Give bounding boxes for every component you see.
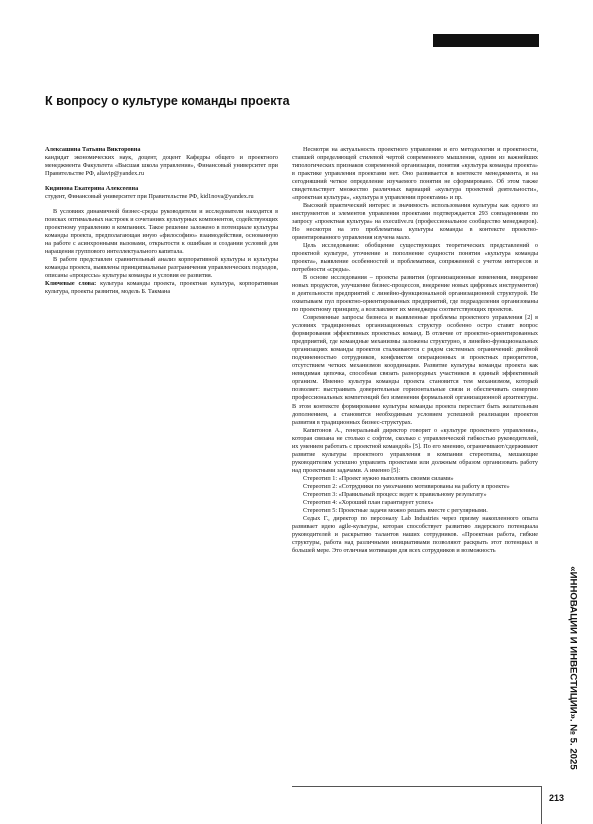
body-paragraph: Несмотря на актуальность проектного управления и его методологии и проектности, ставшей определяющей стилевой чертой современного мышления, одним из важнейших типологических признаков современной организации, понятия «культура команды проекта» в практике управления проектами нет. Оно развивается в контексте менеджмента, и на сегодняшний четкое определение изучаемого понятия не сформировано. Об этом также свидетельствует множество различных вариаций «культура проектной деятельности», «проектная культура», «культура в управлении проектами» и пр. xyxy=(292,146,538,202)
body-paragraph: Современные запросы бизнеса и выявленные проблемы проектного управления [2] в условиях традиционных организационных структур особенно остро ставят вопрос формирования эффективных проектных команд. В отличие от проектно-ориентированных предприятий, где командные механизмы заложены структурно, в линейно-функциональных организациях команды проектов сталкиваются с рядом системных ограничений: двойной подчиненностью сотрудников, конфликтом операционных и проектных приоритетов, отсутствием четких механизмов координации. Развитие культуры команды проекта как невидимая цепочка, способная связать разнородных участников в единый эффективный организм. Именно культура команды проекта становится тем механизмом, который позволяет: выстраивать доверительные горизонтальные связи и обеспечивать синергию профессиональных компетенций без изменения формальной организационной архитектуры. В этом контексте формирование культуры команды проекта перестает быть желательным дополнением, а становится необходимым условием успешной реализации проектов развития в традиционных бизнес-структурах. xyxy=(292,314,538,426)
page-number: 213 xyxy=(549,793,565,803)
keywords xyxy=(45,280,278,296)
author-affiliation: студент, Финансовый университет при Правительстве РФ, kid1nova@yandex.ru xyxy=(45,193,254,201)
keywords-text: культура команды проекта, проектная культура, корпоративная культура, проекты развития, модель Б. Такмана xyxy=(45,280,278,296)
author-name: Алексашина Татьяна Викторовна xyxy=(45,146,141,153)
left-column xyxy=(45,146,278,296)
body-paragraph: Высокий практический интерес и значимость использования культуры как одного из инструментов и элементов управления проектами подтверждается 293 совпадениями по запросу «проектная культура» на executive.ru (профессиональное сообщество менеджеров). Но несмотря на это проблематика культуры команды в контексте проектно-ориентированного управления изучена мало. xyxy=(292,202,538,242)
right-column xyxy=(292,146,538,555)
journal-name: «ИННОВАЦИИ И ИНВЕСТИЦИИ». № 5. 2025 xyxy=(567,565,579,770)
header-black-bar xyxy=(433,34,539,47)
stereotype-item: Стереотип 2: «Сотрудники по умолчанию мотивированы на работу в проекте» xyxy=(303,482,510,490)
abstract-paragraph: В условиях динамичной бизнес-среды руководители и исследователи находятся в поисках оптимальных настроек и сочетаниях культурных компонентов, содействующих проектному управлению в компаниях. Такое решение заложено в потенциале культуры команды проекта, предполагающая иную «философию» взаимодействия, основанную на работе с асинхронными вызовами, открытости к ошибкам и создании условий для наращения группового интеллектуального капитала. xyxy=(45,208,278,256)
author-affiliation: кандидат экономических наук, доцент, доцент Кафедры общего и проектного менеджмента Факультета «Высшая школа управления», Финансовый университет при Правительстве РФ, altavip@yandex.ru xyxy=(45,154,278,178)
article-title: К вопросу о культуре команды проекта xyxy=(45,94,290,108)
body-paragraph: В основе исследования – проекты развития (организационные изменения, внедрение новых продуктов, улучшение бизнес-процессов, внедрение новых цифровых инструментов) в деятельности предприятий с линейно-функциональной организационной структурой. Не охватываем пул проектно-ориентированных предприятий, где подразделения организованы по проектному принципу, а возглавляют их менеджеры соответствующих проектов. xyxy=(292,274,538,314)
body-paragraph: Седых Г., директор по персоналу Lab Industries через призму накопленного опыта развивает идею agile-культуры, которая способствует развитию лидерского потенциала руководителей и раскрытию талантов наших сотрудников. «Проектная работа, гибкие структуры, работа над различными инициативами позволяют раскрыть этот потенциал в большей мере. Это отличная мотивация для всех сотрудников и возможность xyxy=(292,514,538,554)
keywords-label: Ключевые слова: xyxy=(45,280,97,288)
stereotype-item: Стереотип 5: Проектные задачи можно решать вместе с регулярными. xyxy=(303,506,488,514)
author-name: Кидинова Екатерина Алексеевна xyxy=(45,185,139,193)
footer-divider xyxy=(541,786,542,824)
body-paragraph: Цель исследования: обобщение существующих теоретических представлений о проектной культуре, уточнение и пополнение сущности понятия «культура команды проекта», выявление особенностей и проблематики, сопряженной с учетом интересов и потребности «среды». xyxy=(292,242,538,274)
body-paragraph: Капитонов А., генеральный директор говорит о «культуре проектного управления», которая связана не столько с софтом, сколько с управленческой гибкостью руководителей, их умением работать с проектной командой» [5]. По его мнению, ограничивают/сдерживают развитие культуры проектного управления в компании стереотипы, мешающие руководителям успешно управлять проектами или должным образом организовать работу над проектными задачами. А именно [5]: xyxy=(292,426,538,474)
footer-rule xyxy=(292,786,541,787)
stereotype-item: Стереотип 3: «Правильный процесс ведет к правильному результату» xyxy=(303,490,487,498)
stereotype-item: Стереотип 4: «Хороший план гарантирует успех» xyxy=(303,498,434,506)
stereotype-item: Стереотип 1: «Проект нужно выполнять своими силами» xyxy=(303,474,454,482)
journal-vertical-label xyxy=(566,550,580,785)
abstract-paragraph: В работе представлен сравнительный анализ корпоративной культуры и культуры команды проекта, выявлены принципиальные разграничения управленческих подходов, описаны «процессы» культуры команды и условия ее развития. xyxy=(45,256,278,280)
